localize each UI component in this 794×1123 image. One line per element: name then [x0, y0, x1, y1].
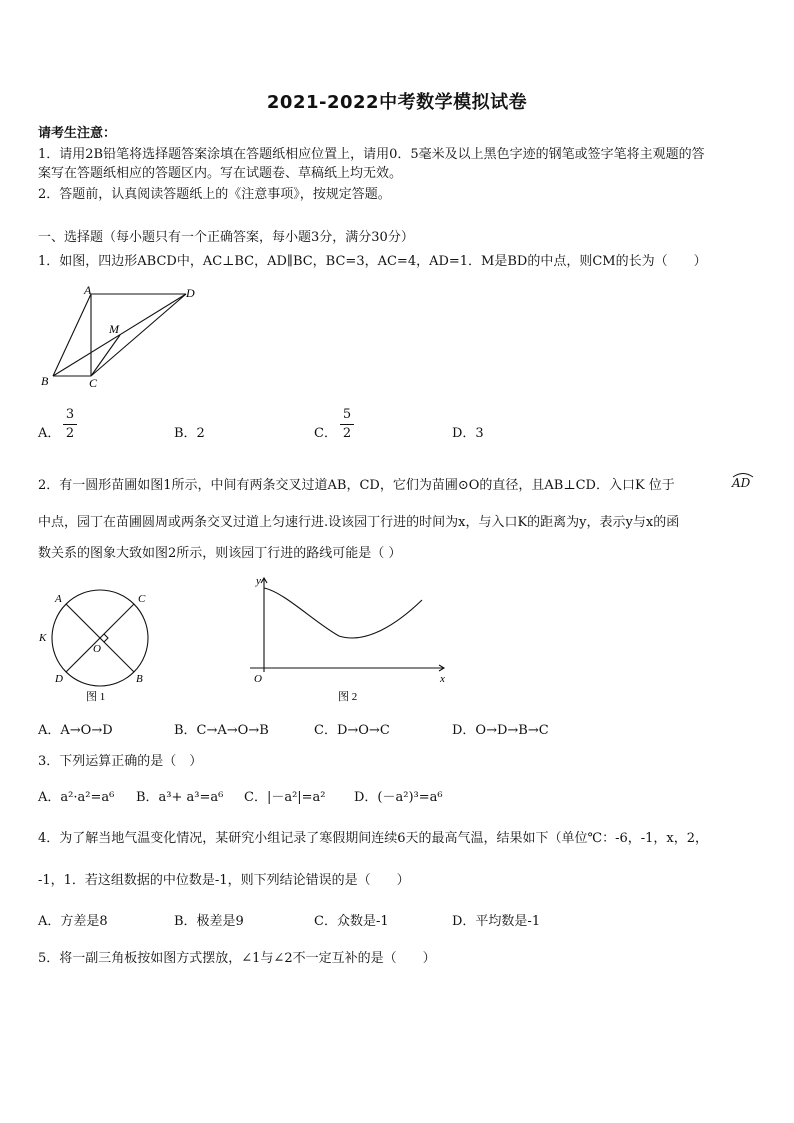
question-2-line-3: 数关系的图象大致如图2所示，则该园丁行进的路线可能是（ ） [38, 546, 402, 561]
q2-option-b: B．C→A→O→B [174, 723, 269, 738]
q1-option-d: D．3 [452, 426, 484, 441]
question-2-figure-1 [36, 588, 166, 704]
q3-option-c: C．|－a²|=a² [244, 790, 326, 805]
fig2-axis-y: y [256, 575, 261, 587]
question-2-line-1: 2．有一圆形苗圃如图1所示，中间有两条交叉过道AB，CD，它们为苗圃⊙O的直径，且AB⊥CD．入口K 位于 [38, 478, 675, 493]
question-2-arc-ad [732, 476, 750, 490]
q1-option-a-denominator: 2 [65, 426, 75, 441]
q2-option-a: A．A→O→D [38, 723, 113, 738]
notice-line-2: 2．答题前，认真阅读答题纸上的《注意事项》，按规定答题。 [38, 187, 391, 202]
q1-option-a-label: A． [38, 426, 61, 441]
arc-symbol-icon [732, 472, 754, 478]
notice-line-1a: 1．请用2B铅笔将选择题答案涂填在答题纸相应位置上，请用0．5毫米及以上黑色字迹的钢笔或签字笔将主观题的答 [38, 147, 705, 162]
question-3-stem: 3．下列运算正确的是（ ） [38, 754, 203, 769]
arc-label: AD [732, 476, 751, 490]
fig1-label-O: O [93, 643, 101, 655]
notice-line-1b: 案写在答题纸相应的答题区内。写在试题卷、草稿纸上均无效。 [38, 166, 403, 181]
label-C: C [89, 376, 98, 390]
fig2-origin: O [254, 673, 262, 685]
q4-option-d: D．平均数是-1 [452, 914, 541, 929]
label-B: B [41, 374, 49, 388]
q4-option-a: A．方差是8 [38, 914, 108, 929]
question-1-figure [36, 282, 206, 392]
fig1-label-B: B [136, 673, 143, 685]
q4-option-b: B．极差是9 [174, 914, 244, 929]
fig2-axis-x: x [440, 673, 445, 685]
q2-option-c: C．D→O→C [314, 723, 390, 738]
fig1-label-K: K [39, 632, 47, 644]
fig1-caption: 图 1 [86, 691, 106, 703]
q1-option-c-fraction [340, 407, 354, 442]
notice-heading: 请考生注意： [38, 126, 117, 141]
question-1-stem: 1．如图，四边形ABCD中，AC⊥BC，AD∥BC，BC=3，AC=4，AD=1．M是BD的中点，则CM的长为（ ） [38, 254, 707, 269]
question-4-line-1: 4．为了解当地气温变化情况，某研究小组记录了寒假期间连续6天的最高气温，结果如下（单位℃：-6，-1，x，2， [38, 831, 709, 846]
q1-option-a-numerator: 3 [65, 407, 75, 422]
q1-option-a-fraction [63, 407, 77, 442]
q1-option-c-numerator: 5 [342, 407, 352, 422]
fraction-bar [340, 424, 354, 425]
fig1-label-D: D [55, 673, 63, 685]
label-M: M [109, 322, 119, 336]
q3-option-d: D．(－a²)³=a⁶ [354, 790, 443, 805]
question-2-figure-2 [244, 572, 454, 704]
q2-option-d: D．O→D→B→C [452, 723, 549, 738]
fig1-label-A: A [55, 593, 62, 605]
q1-option-c-denominator: 2 [342, 426, 352, 441]
q3-option-a: A．a²·a²=a⁶ [38, 790, 115, 805]
q1-option-c-label: C． [314, 426, 337, 441]
label-A: A [84, 283, 92, 297]
question-2-line-2: 中点，园丁在苗圃圆周或两条交叉过道上匀速行进.设该园丁行进的时间为x，与入口K的距离为y，表示y与x的函 [38, 515, 680, 530]
fig2-caption: 图 2 [338, 691, 358, 703]
question-4-line-2: -1，1．若这组数据的中位数是-1，则下列结论错误的是（ ） [38, 873, 410, 888]
q3-option-b: B．a³+ a³=a⁶ [136, 790, 224, 805]
section-heading: 一、选择题（每小题只有一个正确答案，每小题3分，满分30分） [38, 230, 414, 245]
page-title: 2021-2022中考数学模拟试卷 [266, 92, 528, 113]
question-5-stem: 5．将一副三角板按如图方式摆放，∠1与∠2不一定互补的是（ ） [38, 951, 436, 966]
label-D: D [186, 286, 195, 300]
fraction-bar [63, 424, 77, 425]
fig1-label-C: C [138, 593, 146, 605]
q1-option-b: B．2 [174, 426, 205, 441]
q4-option-c: C．众数是-1 [314, 914, 389, 929]
